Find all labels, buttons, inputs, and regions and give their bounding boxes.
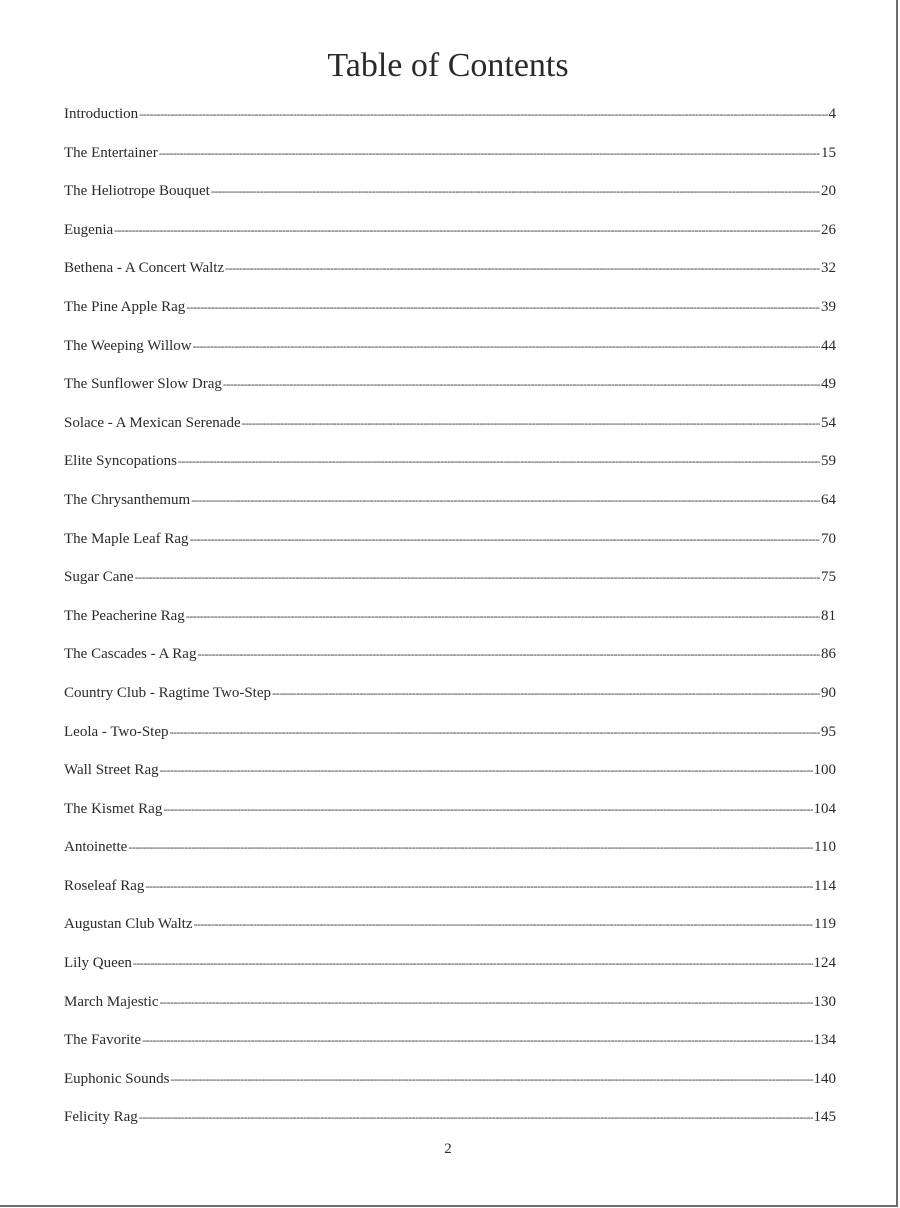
toc-entry-page: 49 [821,376,836,393]
toc-entry-page: 134 [813,1032,836,1049]
toc-entry [64,332,836,371]
toc-entry [64,409,836,448]
toc-leader [128,833,813,861]
toc-entry [64,640,836,679]
toc-leader [145,872,813,900]
toc-leader [169,718,820,746]
toc-leader [139,1103,813,1131]
toc-leader [193,332,820,360]
toc-leader [211,177,820,205]
toc-entry-page: 114 [814,877,836,894]
toc-entry-title: Introduction [64,106,139,122]
toc-entry-page: 75 [821,569,836,586]
toc-entry-page: 104 [813,800,836,817]
toc-entry-title: Solace - A Mexican Serenade [64,414,241,431]
toc-entry-page: 86 [821,646,836,663]
toc-entry-page: 81 [821,607,836,624]
page-number: 2 [444,1141,452,1157]
toc-entry-title: Felicity Rag [64,1109,138,1126]
toc-entry-title: Wall Street Rag [64,762,159,779]
toc-entry [64,216,836,255]
toc-entry-page: 90 [821,684,836,701]
toc-entry-title: Leola - Two-Step [64,723,169,740]
toc-entry [64,293,836,332]
toc-leader [223,370,820,398]
toc-entry-title: The Sunflower Slow Drag [64,376,222,393]
toc-entry [64,139,836,178]
toc-leader [190,525,820,553]
toc-leader [178,447,820,475]
page-title: Table of Contents [327,47,569,84]
toc-entry-title: The Peacherine Rag [64,607,185,624]
toc-entry-title: Elite Syncopations [64,453,177,470]
toc-leader [191,486,820,514]
toc-entry-title: The Pine Apple Rag [64,298,186,315]
toc-entry [64,370,836,409]
toc-entry-title: Augustan Club Waltz [64,916,193,933]
toc-entry [64,563,836,602]
toc-entry [64,177,836,216]
toc-entry-title: The Heliotrope Bouquet [64,183,210,200]
toc-entry-page: 54 [821,414,836,431]
toc-entry [64,949,836,988]
toc-entry-title: The Favorite [64,1032,142,1049]
toc-entry [64,988,836,1027]
toc-entry [64,525,836,564]
toc-entry-page: 95 [821,723,836,740]
toc-entry-page: 4 [828,106,836,122]
toc-entry-page: 20 [821,183,836,200]
toc-entry-title: The Chrysanthemum [64,491,191,508]
toc-leader [197,640,820,668]
toc-entry-page: 70 [821,530,836,547]
toc-entry-title: Antoinette [64,839,128,856]
toc-entry-page: 119 [814,916,836,933]
toc-entry-page: 39 [821,298,836,315]
toc-entry-page: 44 [821,337,836,354]
toc-entry [64,1026,836,1065]
toc-leader [242,409,820,437]
toc-entry-title: The Weeping Willow [64,337,192,354]
toc-entry-page: 124 [813,955,836,972]
toc-leader [114,216,820,244]
toc-entry [64,833,836,872]
toc-entry-page: 26 [821,221,836,238]
toc-entry-title: Eugenia [64,221,114,238]
toc-entry-title: The Kismet Rag [64,800,163,817]
toc-entry-page: 32 [821,260,836,277]
toc-leader [186,293,820,321]
toc-entry-page: 59 [821,453,836,470]
toc-entry-title: The Entertainer [64,144,158,161]
toc-entry-title: Country Club - Ragtime Two-Step [64,684,271,701]
toc-leader [170,1065,812,1093]
toc-entry-title: Lily Queen [64,955,132,972]
toc-entry [64,756,836,795]
toc-entry-page: 100 [813,762,836,779]
toc-entry-page: 145 [813,1109,836,1126]
toc-entry [64,795,836,834]
toc-entry-title: March Majestic [64,993,159,1010]
toc-leader [272,679,820,707]
toc-entry [64,602,836,641]
toc-leader [139,100,827,128]
toc-leader [160,988,813,1016]
toc-entry-title: Euphonic Sounds [64,1070,170,1087]
toc-entry [64,254,836,293]
toc-leader [135,563,820,591]
toc-entry-title: The Cascades - A Rag [64,646,197,663]
toc-leader [186,602,820,630]
toc-entry [64,100,836,139]
toc-leader [159,139,820,167]
toc-entry [64,872,836,911]
toc-entry [64,718,836,757]
toc-leader [133,949,813,977]
toc-entry [64,679,836,718]
toc-entry [64,486,836,525]
toc-entry [64,1065,836,1104]
toc-entry [64,910,836,949]
toc-leader [142,1026,812,1054]
toc-entry-page: 140 [813,1070,836,1087]
toc-entry-page: 130 [813,993,836,1010]
toc-leader [194,910,814,938]
table-of-contents [64,100,836,1142]
toc-leader [225,254,820,282]
toc-entry [64,1103,836,1142]
toc-entry-title: Roseleaf Rag [64,877,145,894]
toc-entry-title: Sugar Cane [64,569,134,586]
toc-entry-title: The Maple Leaf Rag [64,530,189,547]
toc-entry-title: Bethena - A Concert Waltz [64,260,225,277]
toc-leader [160,756,813,784]
toc-leader [163,795,812,823]
toc-entry-page: 64 [821,491,836,508]
toc-entry [64,447,836,486]
toc-entry-page: 110 [814,839,836,856]
toc-entry-page: 15 [821,144,836,161]
